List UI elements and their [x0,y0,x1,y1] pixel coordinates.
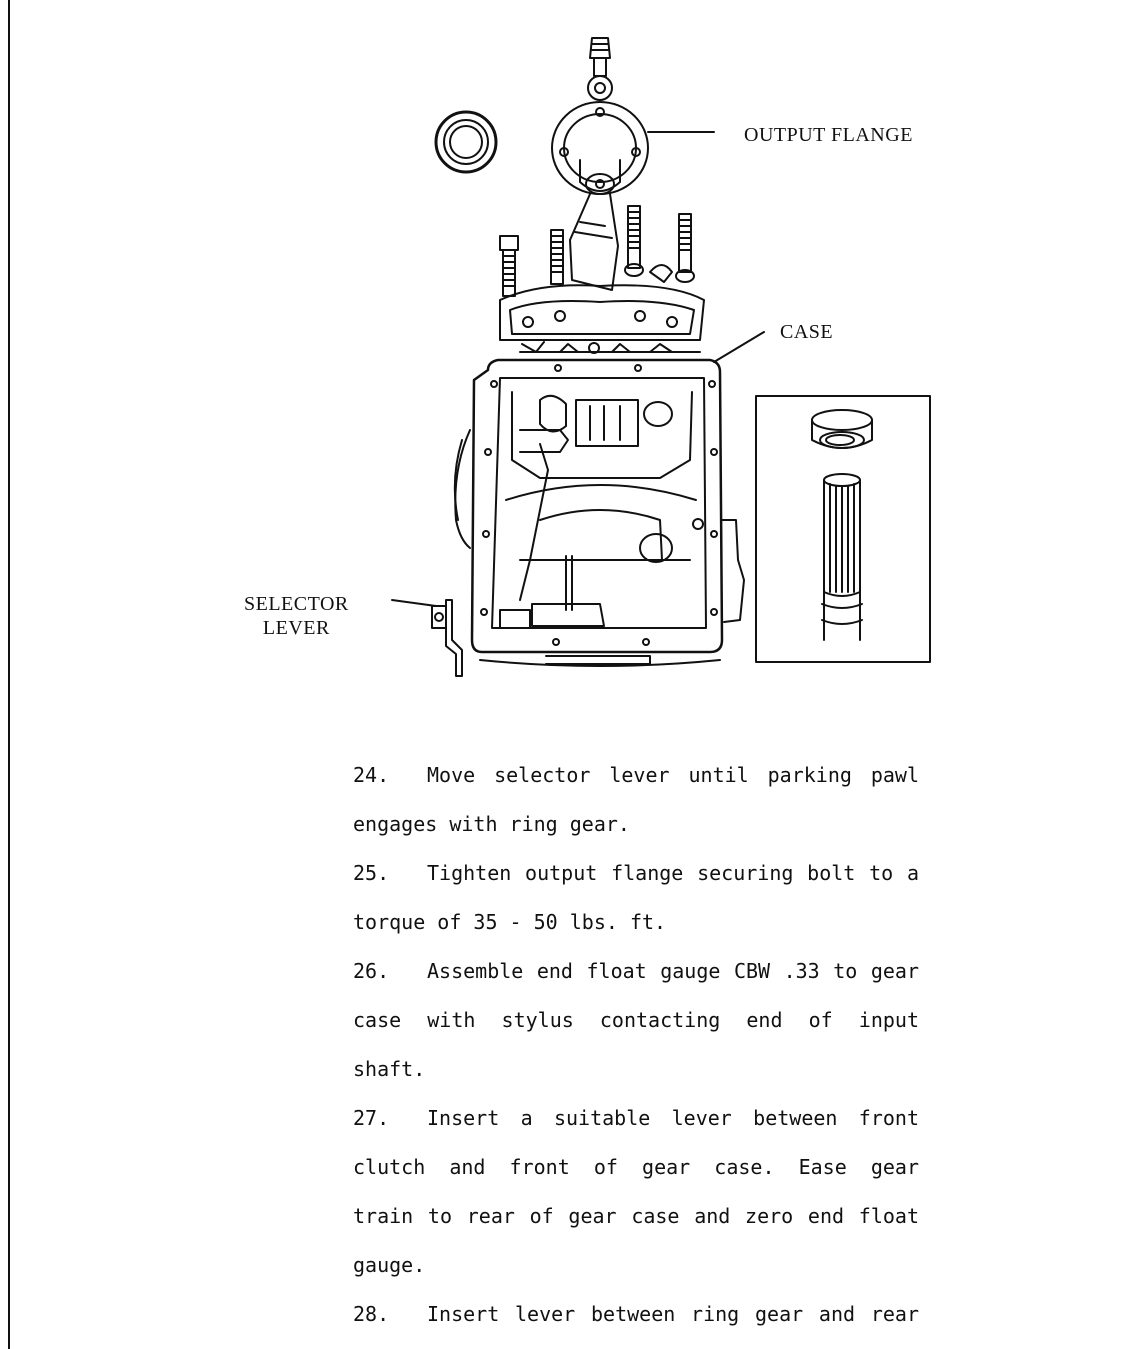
step-27-line-4: gauge. [353,1253,426,1277]
extension-gasket-drawing [500,285,704,353]
flange-bolt-drawing [588,38,612,100]
step-26-line-2: case with stylus contacting end of input [353,1008,919,1032]
selector-label-line-1: SELECTOR [244,593,349,615]
step-24-line-2: engages with ring gear. [353,812,630,836]
step-27-number: 27. [353,1106,390,1130]
inset-detail-drawing [756,396,930,662]
selector-lever-drawing [392,600,462,676]
studs-drawing [500,206,694,296]
case-leader-line [714,332,764,362]
step-24-line-1: 24. Move selector lever until parking pawl [353,758,919,807]
step-25-line-1: 25. Tighten output flange securing bolt to a [353,856,919,905]
step-24-number: 24. [353,763,390,787]
step-26-line-1: 26. Assemble end float gauge CBW .33 to gear [353,954,919,1003]
step-25-line-2: torque of 35 - 50 lbs. ft. [353,910,667,934]
oil-seal-drawing [436,112,496,172]
step-27-line-2: clutch and front of gear case. Ease gear [353,1155,919,1179]
selector-lever-label [244,592,349,640]
case-label: CASE [780,321,834,343]
output-flange-label: OUTPUT FLANGE [744,124,913,146]
step-25-number: 25. [353,861,390,885]
selector-label-line-2: LEVER [262,617,330,639]
step-28-number: 28. [353,1302,390,1326]
step-28-line-1: 28. Insert lever between ring gear and rear [353,1297,919,1346]
step-27-line-3: train to rear of gear case and zero end float [353,1204,919,1228]
gear-case-drawing [455,360,744,666]
step-27-line-1: 27. Insert a suitable lever between front [353,1101,919,1150]
output-flange-drawing [552,102,714,194]
output-shaft-drawing [570,194,618,290]
procedure-steps [353,758,919,1346]
step-26-line-3: shaft. [353,1057,426,1081]
step-26-number: 26. [353,959,390,983]
